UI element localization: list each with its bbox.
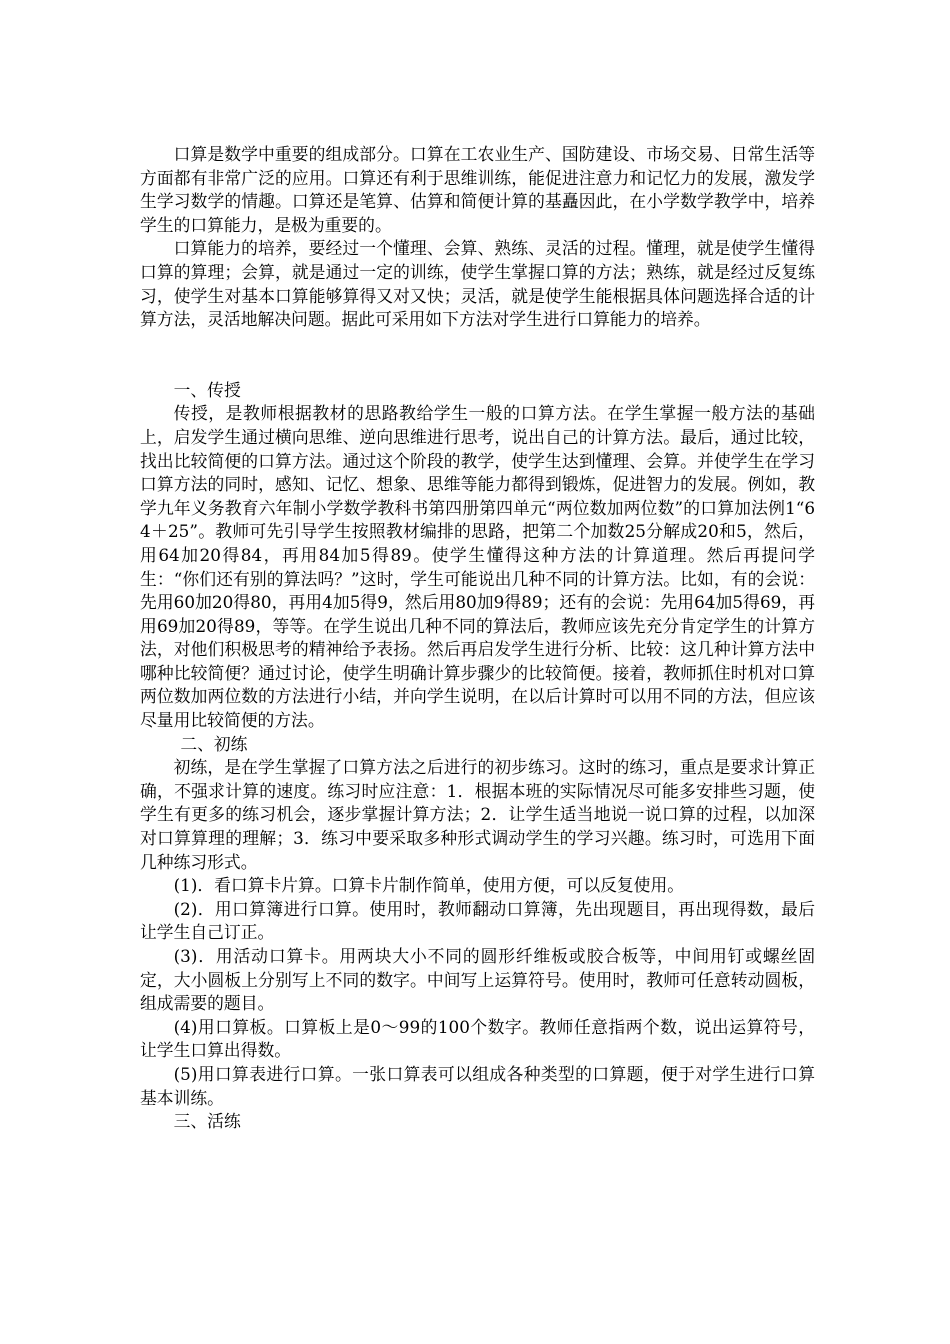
document-page [140, 143, 815, 1134]
section2-item-3: (3)．用活动口算卡。用两块大小不同的圆形纤维板或胶合板等，中间用钉或螺丝固定，大小圆板上分别写上不同的数字。中间写上运算符号。使用时，教师可任意转动圆板，组成需要的题目。 [140, 946, 815, 1014]
section-spacer [140, 332, 815, 379]
section2-item-1: (1)．看口算卡片算。口算卡片制作简单，使用方便，可以反复使用。 [173, 875, 685, 896]
section-heading-2: 二、初练 [180, 733, 248, 754]
section-heading-3: 三、活练 [173, 1111, 241, 1132]
section2-item-4: (4)用口算板。口算板上是0～99的100个数字。教师任意指两个数，说出运算符号，让学生口算出得数。 [140, 1016, 815, 1061]
section1-paragraph-1: 传授，是教师根据教材的思路教给学生一般的口算方法。在学生掌握一般方法的基础上，启发学生通过横向思维、逆向思维进行思考，说出自己的计算方法。最后，通过比较，找出比较简便的口算方法。通过这个阶段的教学，使学生达到懂理、会算。并使学生在学习口算方法的同时，感知、记忆、想象、思维等能力都得到锻炼，促进智力的发展。例如，教学九年义务教育六年制小学数学教科书第四册第四单元“两位数加两位数”的口算加法例1“64＋25”。教师可先引导学生按照教材编排的思路，把第二个加数25分解成20和5，然后，用64加20得84，再用84加5得89。使学生懂得这种方法的计算道理。然后再提问学生：“你们还有别的算法吗？”这时，学生可能说出几种不同的计算方法。比如，有的会说：先用60加20得80，再用4加5得9，然后用80加9得89；还有的会说：先用64加5得69，再用69加20得89，等等。在学生说出几种不同的算法后，教师应该先充分肯定学生的计算方法，对他们积极思考的精神给予表扬。然后再启发学生进行分析、比较：这几种计算方法中哪种比较简便？通过讨论，使学生明确计算步骤少的比较简便。接着，教师抓住时机对口算两位数加两位数的方法进行小结，并向学生说明，在以后计算时可以用不同的方法，但应该尽量用比较简便的方法。 [140, 403, 815, 731]
section-heading-1: 一、传授 [173, 379, 241, 400]
intro-paragraph-2: 口算能力的培养，要经过一个懂理、会算、熟练、灵活的过程。懂理，就是使学生懂得口算的算理；会算，就是通过一定的训练，使学生掌握口算的方法；熟练，就是经过反复练习，使学生对基本口算能够算得又对又快；灵活，就是使学生能根据具体问题选择合适的计算方法，灵活地解决问题。据此可采用如下方法对学生进行口算能力的培养。 [140, 238, 815, 330]
section2-paragraph-1: 初练，是在学生掌握了口算方法之后进行的初步练习。这时的练习，重点是要求计算正确，不强求计算的速度。练习时应注意：1．根据本班的实际情况尽可能多安排些习题，使学生有更多的练习机会，逐步掌握计算方法；2．让学生适当地说一说口算的过程，以加深对口算算理的理解；3．练习中要采取多种形式调动学生的学习兴趣。练习时，可选用下面几种练习形式。 [140, 757, 815, 872]
section2-item-5: (5)用口算表进行口算。一张口算表可以组成各种类型的口算题，便于对学生进行口算基本训练。 [140, 1063, 815, 1108]
intro-paragraph-1: 口算是数学中重要的组成部分。口算在工农业生产、国防建设、市场交易、日常生活等方面都有非常广泛的应用。口算还有利于思维训练，能促进注意力和记忆力的发展，激发学生学习数学的情趣。口算还是笔算、估算和简便计算的基矗因此，在小学数学教学中，培养学生的口算能力，是极为重要的。 [140, 144, 815, 235]
section2-item-2: (2)．用口算簿进行口算。使用时，教师翻动口算簿，先出现题目，再出现得数，最后让学生自己订正。 [140, 898, 815, 943]
